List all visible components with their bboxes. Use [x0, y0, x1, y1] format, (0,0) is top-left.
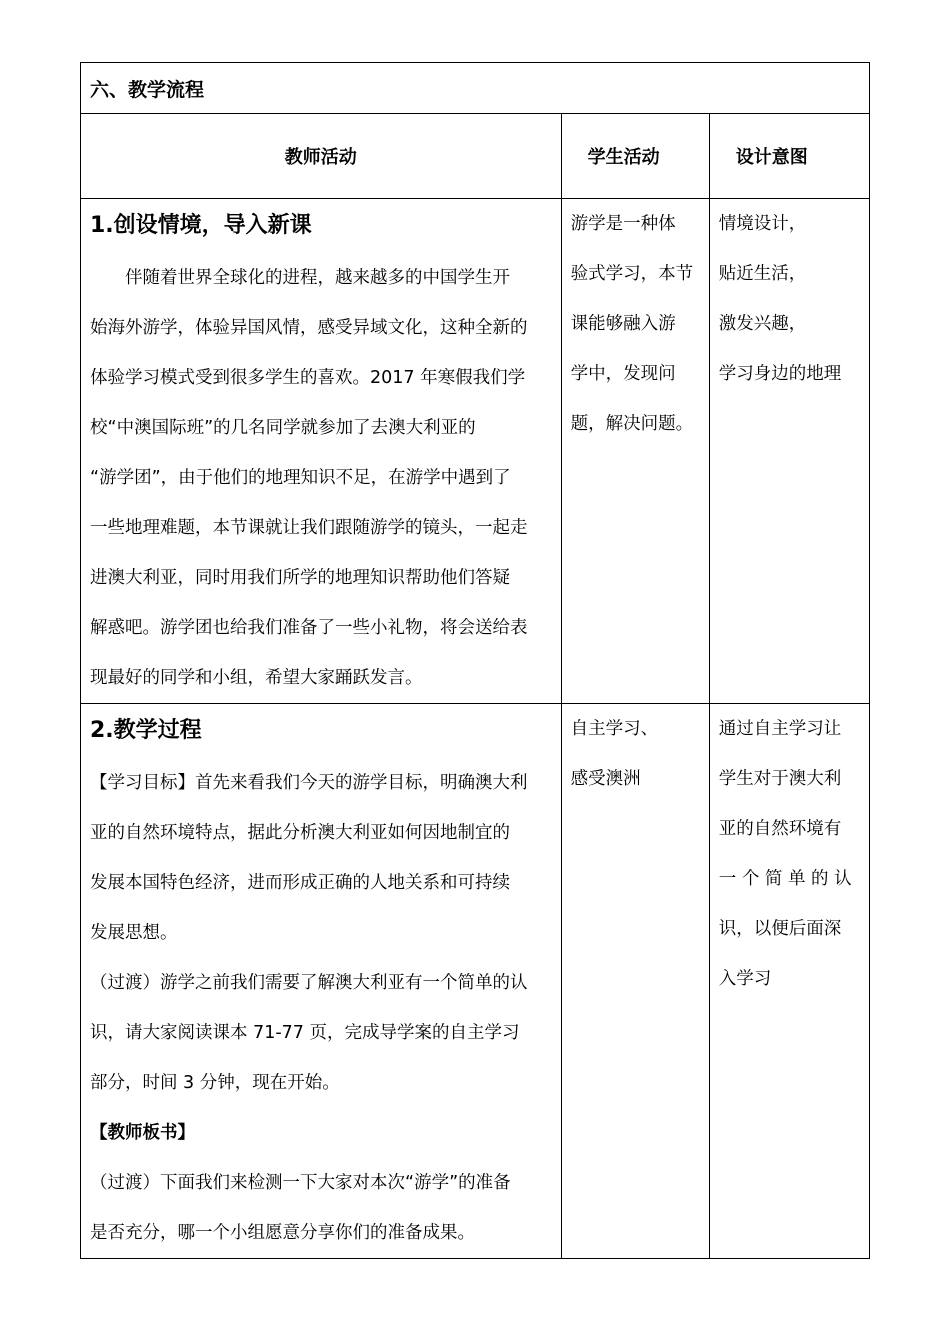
- step2-line: 【学习目标】首先来看我们今天的游学目标，明确澳大利: [90, 773, 528, 793]
- step1-line: “游学团”，由于他们的地理知识不足，在游学中遇到了: [90, 468, 511, 488]
- step1-student-line: 题，解决问题。: [570, 414, 694, 434]
- step2-design-line: 入学习: [718, 969, 772, 989]
- header-student-activity: 学生活动: [561, 114, 709, 199]
- step2-line: 识，请大家阅读课本 71-77 页，完成导学案的自主学习: [90, 1023, 520, 1043]
- step1-design-line: 贴近生活，: [718, 264, 807, 284]
- teacher-board-label: 【教师板书】: [90, 1123, 195, 1143]
- step2-design-line: 学生对于澳大利: [718, 769, 842, 789]
- step2-design-line: 一 个 简 单 的 认: [718, 869, 852, 889]
- step1-design-line: 学习身边的地理: [718, 364, 842, 384]
- step2-line: （过渡）下面我们来检测一下大家对本次“游学”的准备: [90, 1173, 511, 1193]
- step1-line: 解惑吧。游学团也给我们准备了一些小礼物，将会送给表: [90, 618, 528, 638]
- step1-row: [81, 199, 870, 704]
- step1-student-cell: [561, 199, 709, 704]
- step2-student-cell: [561, 704, 709, 1259]
- step2-design-line: 亚的自然环境有: [718, 819, 842, 839]
- header-design-intent: 设计意图: [709, 114, 869, 199]
- step2-row: [81, 704, 870, 1259]
- step1-student-line: 学中，发现问: [570, 364, 676, 384]
- step2-line: 部分，时间 3 分钟，现在开始。: [90, 1073, 340, 1093]
- step1-title: 1.创设情境，导入新课: [90, 213, 312, 238]
- step2-line: 是否充分，哪一个小组愿意分享你们的准备成果。: [90, 1223, 475, 1243]
- header-row: [81, 114, 870, 199]
- step2-teacher-cell: [81, 704, 562, 1259]
- step2-design-line: 识，以便后面深: [718, 919, 842, 939]
- step1-line: 始海外游学，体验异国风情，感受异域文化，这种全新的: [90, 318, 528, 338]
- step2-title: 2.教学过程: [90, 718, 202, 743]
- step1-student-line: 游学是一种体: [570, 214, 676, 234]
- step2-line: （过渡）游学之前我们需要了解澳大利亚有一个简单的认: [90, 973, 528, 993]
- step1-design-cell: [709, 199, 869, 704]
- section-title: 六、教学流程: [81, 63, 870, 114]
- step1-line: 现最好的同学和小组，希望大家踊跃发言。: [90, 668, 423, 688]
- step1-line: 校“中澳国际班”的几名同学就参加了去澳大利亚的: [90, 418, 476, 438]
- step1-student-line: 课能够融入游: [570, 314, 676, 334]
- step1-design-line: 激发兴趣，: [718, 314, 807, 334]
- step1-design-line: 情境设计，: [718, 214, 807, 234]
- step1-line: 伴随着世界全球化的进程，越来越多的中国学生开: [125, 268, 510, 288]
- step2-design-line: 通过自主学习让: [718, 719, 842, 739]
- step1-student-line: 验式学习，本节: [570, 264, 694, 284]
- step2-line: 发展思想。: [90, 923, 178, 943]
- step2-student-line: 自主学习、: [570, 719, 659, 739]
- step1-line: 一些地理难题，本节课就让我们跟随游学的镜头，一起走: [90, 518, 528, 538]
- step2-line: 发展本国特色经济，进而形成正确的人地关系和可持续: [90, 873, 510, 893]
- step1-line: 体验学习模式受到很多学生的喜欢。2017 年寒假我们学: [90, 368, 526, 388]
- step2-student-line: 感受澳洲: [570, 769, 641, 789]
- step2-design-cell: [709, 704, 869, 1259]
- teaching-flow-table: [80, 62, 870, 1259]
- step2-line: 亚的自然环境特点，据此分析澳大利亚如何因地制宜的: [90, 823, 510, 843]
- step1-line: 进澳大利亚，同时用我们所学的地理知识帮助他们答疑: [90, 568, 510, 588]
- header-teacher-activity: 教师活动: [81, 114, 562, 199]
- step1-teacher-cell: [81, 199, 562, 704]
